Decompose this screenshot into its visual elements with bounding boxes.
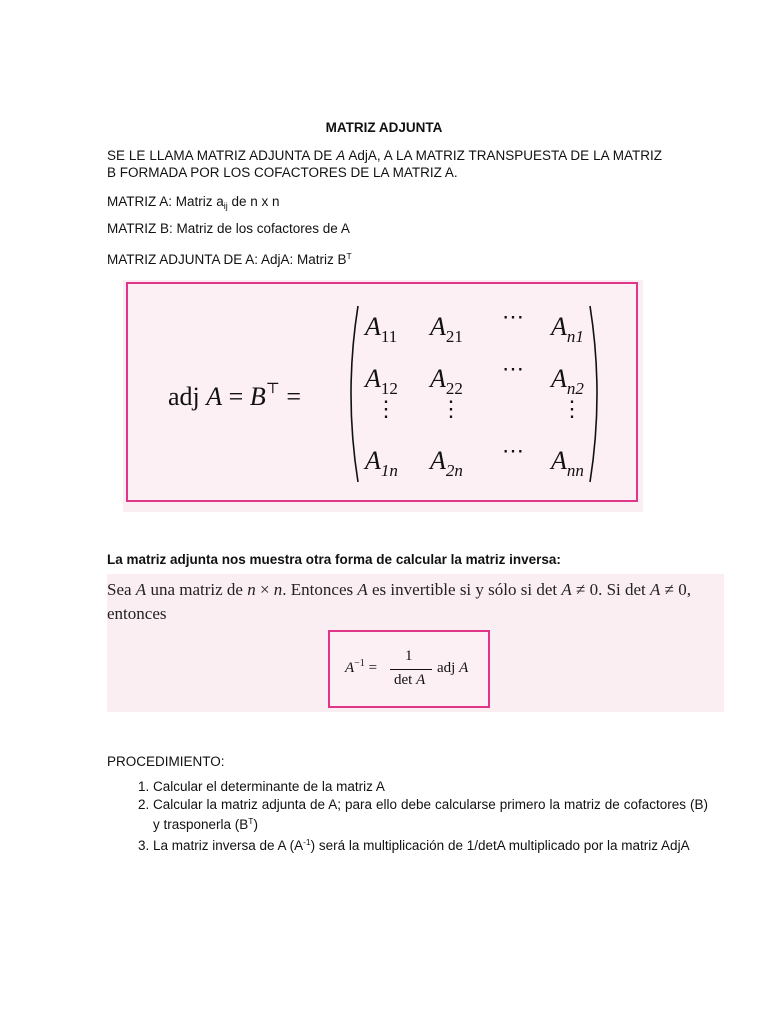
matrix-cell xyxy=(551,312,584,347)
matrix-cell-subscript: 22 xyxy=(445,379,463,398)
def-adjoint xyxy=(107,248,662,268)
fraction-bar xyxy=(390,669,432,670)
inverse-lhs xyxy=(345,658,377,677)
right-paren xyxy=(586,304,606,484)
matrix-cell xyxy=(365,312,397,347)
inverse-numerator: 1 xyxy=(405,648,413,664)
inverse-denominator xyxy=(394,672,425,689)
matrix-cell-subscript: 1n xyxy=(380,461,398,480)
matrix-cell-base: A xyxy=(551,446,567,475)
th-t4: . Entonces xyxy=(282,580,358,599)
matrix-cell xyxy=(365,364,398,399)
matrix-cell-subscript: 11 xyxy=(380,327,398,346)
inverse-formula-box xyxy=(328,630,490,708)
inv-adj-a: A xyxy=(459,660,469,676)
intro-italic-a: A xyxy=(336,148,346,163)
intro-part2: AdjA, A LA MATRIZ TRANSPUESTA DE LA MATRIZ B FORMADA POR LOS COFACTORES DE LA MATRIZ A. xyxy=(107,148,662,180)
inv-lhs-a: A xyxy=(345,660,355,676)
matrix-cell-base: A xyxy=(551,364,567,393)
def-adj-text: MATRIZ ADJUNTA DE A: AdjA: Matriz B xyxy=(107,252,347,267)
step3-a: La matriz inversa de A (A xyxy=(153,838,304,853)
matrix-cell xyxy=(430,446,463,481)
inv-eq: = xyxy=(364,660,378,676)
th-n2: n xyxy=(273,580,283,599)
th-a3: A xyxy=(561,580,572,599)
inv-den-a: A xyxy=(416,672,426,688)
matrix-vdots: ⋮ xyxy=(440,396,462,421)
lhs-transpose: ⊤ xyxy=(265,381,280,397)
step3-sup: -1 xyxy=(303,837,311,847)
matrix-cell xyxy=(430,312,463,347)
th-t6: ≠ 0. Si det xyxy=(571,580,651,599)
lhs-adj: adj xyxy=(168,382,207,411)
procedure-steps xyxy=(107,778,708,855)
matrix-cell-subscript: n1 xyxy=(566,327,584,346)
step2-a: Calcular la matriz adjunta de A; para ello debe calcularse primero la matriz de cofactores (B) y trasponerla (B xyxy=(153,797,708,832)
matrix-cell xyxy=(430,364,463,399)
procedure-heading: PROCEDIMIENTO: xyxy=(107,754,225,769)
inverse-heading: La matriz adjunta nos muestra otra forma de calcular la matriz inversa: xyxy=(107,552,561,567)
intro-part1: SE LE LLAMA MATRIZ ADJUNTA DE xyxy=(107,148,337,163)
matrix-vdots: ⋮ xyxy=(561,396,583,421)
def-matrix-a xyxy=(107,193,662,215)
matrix-cell-base: A xyxy=(430,312,446,341)
def-a-sub: ij xyxy=(223,201,228,211)
procedure-step-2 xyxy=(153,796,708,833)
step2-sup: T xyxy=(248,816,254,826)
inv-lhs-sup: −1 xyxy=(354,658,365,669)
th-t8: entonces xyxy=(107,604,167,623)
matrix-cell-subscript: nn xyxy=(566,461,584,480)
matrix-hdots: ⋯ xyxy=(502,438,524,463)
th-t3: × xyxy=(255,580,274,599)
th-t1: Sea xyxy=(107,580,136,599)
matrix-cell-subscript: 2n xyxy=(445,461,463,480)
matrix-cell-base: A xyxy=(551,312,567,341)
matrix-cell-subscript: n2 xyxy=(566,379,584,398)
th-a4: A xyxy=(650,580,661,599)
matrix-cell-base: A xyxy=(365,312,381,341)
procedure-step-3 xyxy=(153,834,708,854)
matrix-cell xyxy=(551,446,584,481)
def-matrix-b: MATRIZ B: Matriz de los cofactores de A xyxy=(107,221,350,236)
matrix-hdots: ⋯ xyxy=(502,304,524,329)
inverse-adj xyxy=(437,660,468,677)
matrix-hdots: ⋯ xyxy=(502,356,524,381)
th-t2: una matriz de xyxy=(146,580,248,599)
step3-b: ) será la multiplicación de 1/detA multiplicado por la matriz AdjA xyxy=(310,838,690,853)
def-a-text: MATRIZ A: Matriz a xyxy=(107,194,224,209)
th-n1: n xyxy=(247,580,256,599)
th-a2: A xyxy=(357,580,368,599)
adjoint-formula-lhs xyxy=(168,379,301,412)
matrix-cell xyxy=(551,364,584,399)
page-title: MATRIZ ADJUNTA xyxy=(325,120,443,135)
def-a-rest: de n x n xyxy=(227,194,280,209)
lhs-eq: = xyxy=(222,382,250,411)
th-a1: A xyxy=(135,580,147,599)
th-t7: ≠ 0, xyxy=(660,580,692,599)
inv-den-det: det xyxy=(394,672,417,688)
def-adj-sup: T xyxy=(346,251,352,261)
matrix-cell-base: A xyxy=(430,446,446,475)
matrix-vdots: ⋮ xyxy=(375,396,397,421)
th-t5: es invertible si y sólo si det xyxy=(367,580,562,599)
procedure-step-1: 1. Calcular el determinante de la matriz A xyxy=(153,778,708,795)
lhs-a: A xyxy=(206,382,223,411)
matrix-cell-base: A xyxy=(430,364,446,393)
matrix-cell xyxy=(365,446,398,481)
step2-b: ) xyxy=(253,817,258,832)
matrix-cell-base: A xyxy=(365,446,381,475)
left-paren xyxy=(342,304,362,484)
intro-paragraph xyxy=(107,147,662,181)
matrix-cell-subscript: 21 xyxy=(445,327,463,346)
adjoint-formula-frame xyxy=(126,282,638,502)
inverse-theorem-text xyxy=(107,578,724,626)
matrix-cell-base: A xyxy=(365,364,381,393)
lhs-eq2: = xyxy=(279,382,301,411)
inv-adj: adj xyxy=(437,660,460,676)
adjoint-formula-panel xyxy=(123,280,643,512)
matrix-cell-subscript: 12 xyxy=(380,379,398,398)
lhs-b: B xyxy=(249,382,266,411)
inverse-theorem-panel xyxy=(107,574,724,712)
